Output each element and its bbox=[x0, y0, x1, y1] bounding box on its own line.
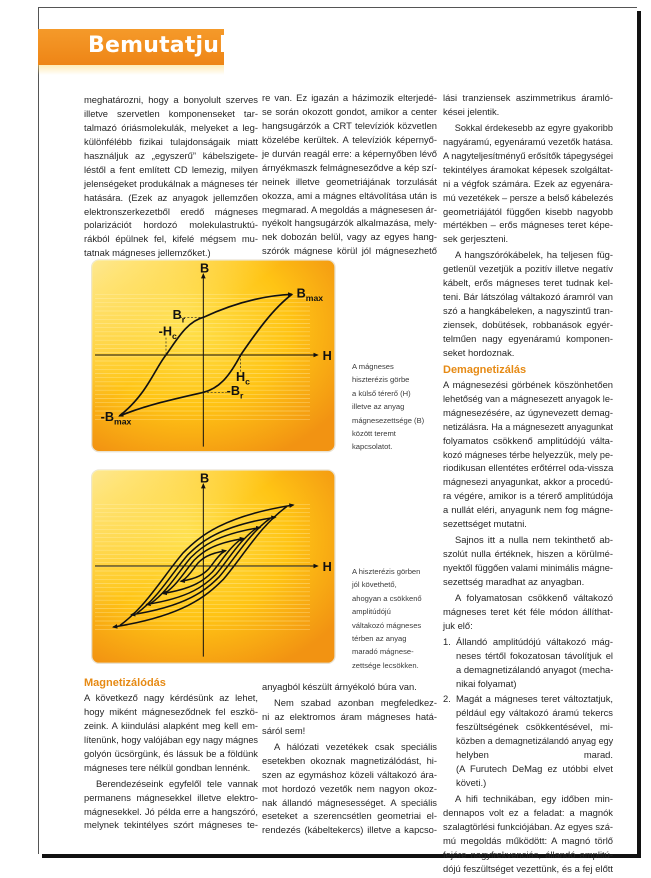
text-line: szalagtörlési funkciójában. Az egyes szá- bbox=[443, 820, 613, 832]
text-line: teni. Bár látszólag váltakozó áramról van bbox=[443, 291, 613, 303]
neg-hc-label: $-H_c$ bbox=[158, 324, 177, 341]
list-item bbox=[443, 635, 613, 691]
text-line: helyben marad. bbox=[456, 749, 613, 761]
text-line: netizálásra. Ha a mágnesezett anyagunkat bbox=[443, 420, 613, 432]
caption-line: váltakozó mágneses bbox=[352, 620, 422, 630]
text-line: árnyékmaszk felmágneseződve a kép szí- bbox=[262, 161, 437, 173]
paragraph bbox=[443, 91, 613, 119]
text-line: A folyamatosan csökkenő váltakozó bbox=[455, 591, 613, 603]
text-line: ni az elektromos áram mágneses hatá- bbox=[262, 710, 437, 722]
paragraph bbox=[262, 696, 437, 738]
text-line: közben a demagnetizálandó anyag egy bbox=[456, 735, 614, 747]
list-item bbox=[443, 692, 613, 790]
text-line: nikai folyamat) bbox=[456, 677, 517, 689]
text-line: meghatározni, hogy a bonyolult szerves bbox=[84, 94, 258, 105]
figure-1-caption bbox=[352, 360, 444, 454]
demagnetization-loops-diagram bbox=[80, 465, 350, 675]
text-line: rendezés (kábeltekercs) illetve a kapcso- bbox=[262, 824, 437, 836]
text-line: Berendezéseink egyfelől tele vannak bbox=[96, 777, 258, 789]
text-line: illetve szervetlen komponenseket tar- bbox=[84, 107, 258, 119]
text-line: sezettség maradhat az anyagban. bbox=[443, 575, 585, 587]
text-line: melynek tekintélyes szórt mágneses te- bbox=[84, 819, 258, 831]
paragraph bbox=[443, 591, 613, 633]
text-line: mot hordozó vezetők nem nagyon okoz- bbox=[262, 782, 437, 794]
caption-line: mágnesezettsége (B) bbox=[352, 415, 425, 425]
text-line: tatnak mágneses jellemzőket.) bbox=[84, 247, 211, 259]
text-line: seket hordoznak. bbox=[443, 346, 515, 358]
text-line: Nem szabad azonban megfeledkez- bbox=[274, 696, 437, 708]
caption-line: illetve az anyag bbox=[352, 402, 405, 412]
paragraph bbox=[262, 91, 437, 258]
paragraph bbox=[262, 740, 437, 838]
text-line: a nullát eléri, anyagunk nem fog mágne- bbox=[443, 504, 613, 516]
text-line: nyektől függően valami minimális mágne- bbox=[443, 562, 613, 573]
paragraph bbox=[443, 378, 613, 531]
text-line: sek gerjeszteni. bbox=[443, 233, 509, 245]
text-line: hogy miként mágneseződnek fel eszkö- bbox=[84, 705, 258, 717]
text-line: mágneses teret két féle módon állíthat- bbox=[443, 605, 613, 617]
text-line: mágnesekkel. Jó példa erre a hangszóró, bbox=[84, 805, 258, 817]
text-line: kábelt, erős mágneses teret tudnak kel- bbox=[443, 277, 613, 289]
text-line: lehetőség van a mágnesezett anyagok le- bbox=[443, 392, 613, 404]
text-line: lási tranziensek aszimmetrikus áramló- bbox=[443, 92, 613, 103]
caption-line: A mágneses bbox=[352, 362, 394, 371]
text-line: például egy váltakozó áramú tekercs bbox=[456, 707, 613, 719]
caption-line: hiszterézis görbe bbox=[352, 375, 410, 385]
h-axis-label: H bbox=[322, 560, 332, 574]
text-line: golyón ücsörgünk, és lássuk be a földünk bbox=[84, 747, 258, 759]
b-axis-label: B bbox=[200, 471, 210, 486]
text-line: jelenségeket produkálnak a mágneses tér bbox=[84, 177, 258, 189]
text-line: elektronszerkezetből eredő mágneses bbox=[84, 205, 258, 217]
column-1-bottom bbox=[84, 675, 258, 834]
text-line: okozza, ami a mágnes eltávolítása után is bbox=[262, 189, 437, 201]
hysteresis-loop-diagram bbox=[80, 255, 350, 455]
text-line: Állandó amplitúdójú váltakozó mág- bbox=[456, 635, 613, 647]
text-line: követi.) bbox=[456, 777, 487, 789]
paragraph bbox=[443, 533, 613, 589]
caption-line: amplitúdójú bbox=[352, 607, 391, 617]
text-line: dennapos volt ez a feladat: a magnók bbox=[443, 806, 613, 818]
text-line: nek dobozán belül, vagy az egyes hang- bbox=[262, 231, 437, 243]
column-3 bbox=[443, 91, 613, 878]
section-title: Bemutatjuk bbox=[88, 33, 234, 58]
text-line: a demagnetizálandó anyagot (mecha- bbox=[456, 663, 614, 675]
text-line: sáról sem! bbox=[262, 724, 306, 736]
text-line: mú vezetékek – persze a belső kábelezés bbox=[443, 191, 614, 203]
text-line: megmarad. A megoldás a mágnesesen ár- bbox=[262, 203, 437, 215]
text-line: különfélébb fizikai tulajdonságaik miatt bbox=[84, 135, 258, 147]
text-line: telműen nagy egyenáramú komponen- bbox=[443, 332, 613, 344]
text-line: (A Furutech DeMag ez utóbbi elvet bbox=[456, 763, 613, 775]
text-line: zeink. A kiindulási alapként meg kell em- bbox=[84, 719, 258, 731]
caption-line: kapcsolatot. bbox=[352, 442, 393, 452]
caption-line: térben az anyag bbox=[352, 633, 407, 643]
section-heading: Magnetizálódás bbox=[84, 677, 166, 689]
text-line: lítenünk, hogy valójában egy nagy mágnes bbox=[84, 733, 258, 745]
column-2-top bbox=[262, 91, 437, 260]
text-line: se során okozott gondot, amikor a center bbox=[262, 105, 437, 117]
text-line: léstől a fent említett CD lemezig, milyen bbox=[84, 163, 258, 175]
bmax-label: $B_{max}$ bbox=[296, 286, 324, 303]
text-line: feszültségének csökkentésével, mi- bbox=[456, 721, 613, 733]
b-axis-label: B bbox=[200, 261, 210, 276]
text-line: talmazó óriásmolekulák, melyeket a leg- bbox=[84, 121, 258, 133]
list-number: 1. bbox=[443, 635, 451, 647]
caption-line: ahogyan a csökkenő bbox=[352, 593, 422, 603]
text-line: ziensek, dobütések, robbanások egyér- bbox=[443, 319, 613, 330]
column-1-top bbox=[84, 93, 258, 262]
paragraph bbox=[443, 121, 613, 246]
text-line: ni a végfok számára. Ezek az egyenára- bbox=[443, 177, 613, 189]
text-line: használjuk az „egyszerű” kábelszigete- bbox=[84, 149, 258, 161]
text-line: esetekben okoznak magnetizálódást, hi- bbox=[262, 754, 437, 766]
text-line: dójú feszültséget vezettünk, és a fej előtt bbox=[443, 862, 613, 874]
text-line: A nagyteljesítményű erősítők tápegységei bbox=[443, 149, 614, 161]
text-line: folyamatos csökkenő amplitúdójú válta- bbox=[443, 434, 613, 446]
caption-line: A hiszterézis görben bbox=[352, 567, 421, 576]
caption-line: zettsége lecsökken. bbox=[352, 660, 419, 670]
h-axis-label: H bbox=[322, 349, 332, 363]
text-line: hangsugárzók a CRT televíziók közvetlen bbox=[262, 119, 437, 131]
text-line: szolút nulla értéknek, hiszen a körülmé- bbox=[443, 548, 613, 560]
text-line: A mágnesezési görbének köszönhetően bbox=[443, 378, 613, 390]
text-line: Sokkal érdekesebb az egyre gyakoribb bbox=[454, 121, 613, 133]
neg-br-label: $-B_r$ bbox=[226, 384, 244, 401]
column-2-bottom bbox=[262, 680, 437, 839]
text-line: nak állandó mágnesességet. A speciális bbox=[262, 796, 437, 808]
text-line: mú megoldás működött: A magnó törlő bbox=[443, 834, 613, 846]
text-line: permanens mágnesekkel illetve elektro- bbox=[84, 791, 258, 803]
paragraph bbox=[84, 93, 258, 260]
text-line: anyagból készült árnyékoló búra van. bbox=[262, 681, 417, 692]
text-line: A hangszórókábelek, ha teljesen füg- bbox=[455, 249, 613, 261]
text-line: szó a hangkábeleken, a nagyszintű tran- bbox=[443, 305, 613, 317]
text-line: mágnesezésére, az úgynevezett demag- bbox=[443, 406, 613, 418]
header-glow bbox=[38, 65, 224, 75]
neg-bmax-label: $-B_{max}$ bbox=[100, 410, 132, 427]
text-line: ra végére, amikor is a térerő amplitúdója bbox=[443, 490, 613, 502]
text-line: fejére nagyfrekvenciás, állandó amplitú- bbox=[443, 848, 613, 860]
text-line: getlenül vezetjük a pozitív illetve negatív bbox=[443, 263, 613, 275]
text-line: re van. Ez igazán a házimozik elterjedé- bbox=[262, 92, 437, 103]
paragraph bbox=[84, 691, 258, 775]
text-line: je durván reagál erre: a képernyőben lévő bbox=[262, 147, 437, 159]
text-line: kései jelentik. bbox=[443, 105, 500, 117]
text-line: rákból épülnek fel, kifelé mégsem mu- bbox=[84, 233, 258, 245]
text-line: A következő nagy kérdésünk az lehet, bbox=[84, 692, 258, 703]
caption-line: maradó mágnese- bbox=[352, 647, 414, 657]
list-number: 2. bbox=[443, 693, 451, 705]
text-line: eseteket a szerencsétlen geometriai el- bbox=[262, 810, 437, 822]
text-line: tekintélyes áramokat képesek szolgáltat- bbox=[443, 163, 613, 175]
text-line: mágneses tere nélkül gondban lennénk. bbox=[84, 761, 251, 773]
text-line: riodikusan ellentétes erőtérrel oda-vissza bbox=[443, 462, 614, 474]
text-line: juk elő: bbox=[443, 619, 473, 631]
paragraph bbox=[262, 680, 437, 694]
figure-2-caption bbox=[352, 565, 444, 672]
text-line: Sajnos itt a nulla nem tekinthető ab- bbox=[455, 534, 613, 546]
text-line: sezettséget mutatni. bbox=[443, 518, 527, 530]
br-label: $B_r$ bbox=[172, 308, 186, 325]
text-line: geometriájától függően kisebb nagyobb bbox=[443, 205, 613, 217]
text-line: hatására. (Ezek az anyagok jellemzően bbox=[84, 191, 258, 203]
caption-line: a külső térerő (H) bbox=[352, 388, 411, 398]
caption-line: jól követhető, bbox=[352, 580, 397, 590]
caption-line: között teremt bbox=[352, 428, 396, 438]
text-line: neses tértől fokozatosan távolítjuk el bbox=[456, 649, 613, 661]
text-line: A hifi technikában, egy időben min- bbox=[455, 793, 613, 804]
paragraph bbox=[443, 792, 613, 876]
paragraph bbox=[443, 248, 613, 360]
text-line: kozó mágneses térbe helyezzük, mely pe- bbox=[443, 448, 614, 460]
text-line: nagyáramú, egyenáramú vezetők hatása. bbox=[443, 135, 613, 147]
text-line: nyékolt hangsugárzók alkalmazása, mely- bbox=[262, 217, 437, 229]
text-line: mértékben – erős mágneses teret képe- bbox=[443, 219, 613, 231]
hc-label: $H_c$ bbox=[236, 370, 250, 387]
section-heading: Demagnetizálás bbox=[443, 363, 527, 376]
text-line: közelébe kerültek. A televíziók képernyő- bbox=[262, 133, 437, 145]
paragraph bbox=[84, 777, 258, 833]
text-line: Magát a mágneses teret változtatjuk, bbox=[456, 693, 613, 705]
text-line: szórók mágnese körül jól mágnesezhető bbox=[262, 245, 437, 257]
text-line: szen az egymáshoz közeli váltakozó ára- bbox=[262, 768, 437, 780]
text-line: mágnesezi anyagunkat, akkor a procedú- bbox=[443, 476, 613, 488]
text-line: polarizációt hordozó molekulastruktú- bbox=[84, 219, 258, 231]
text-line: A hálózati vezetékek csak speciális bbox=[274, 740, 437, 752]
text-line: neinek illetve geometriájának torzulását bbox=[262, 175, 437, 187]
